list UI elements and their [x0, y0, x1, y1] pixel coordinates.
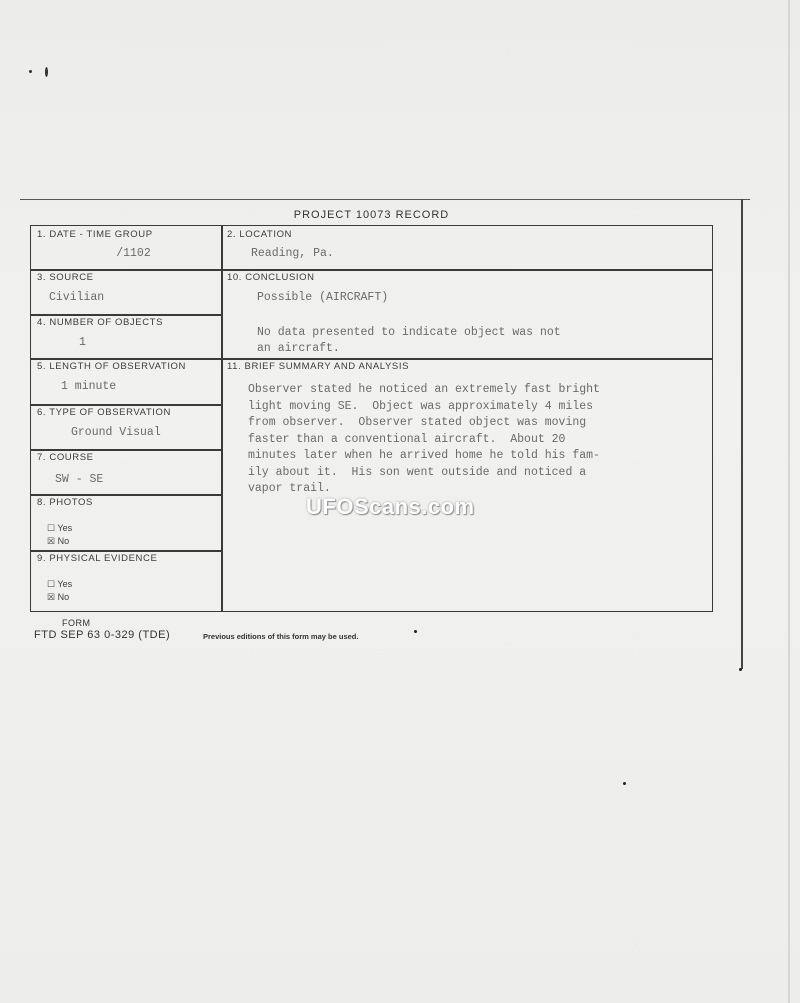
conclusion-label: 10. CONCLUSION	[227, 272, 315, 283]
photos-yes-checkbox: ☐	[47, 523, 56, 533]
conclusion-cell	[221, 269, 713, 358]
length-of-observation-value: 1 minute	[61, 380, 117, 393]
type-of-observation-cell	[31, 404, 221, 449]
summary-line: Observer stated he noticed an extremely fast bright	[248, 383, 600, 396]
physical-evidence-no-label: No	[57, 592, 70, 602]
photos-options	[47, 522, 72, 548]
summary-line: vapor trail.	[248, 482, 331, 495]
course-value: SW - SE	[55, 473, 104, 486]
footer-form-word: FORM	[62, 618, 91, 628]
scan-speck	[623, 782, 626, 785]
source-cell	[31, 269, 221, 314]
footer-note: Previous editions of this form may be used.	[203, 632, 359, 641]
physical-evidence-label: 9. PHYSICAL EVIDENCE	[37, 553, 158, 564]
photos-no-label: No	[57, 536, 70, 546]
photos-no-checkbox: ☒	[47, 536, 56, 546]
summary-line: light moving SE. Object was approximately 4 miles	[248, 399, 594, 413]
number-of-objects-value: 1	[79, 336, 86, 349]
physical-evidence-yes-label: Yes	[57, 579, 73, 589]
length-of-observation-label: 5. LENGTH OF OBSERVATION	[37, 361, 187, 372]
photos-yes-label: Yes	[57, 523, 73, 533]
physical-evidence-options	[47, 578, 72, 604]
type-of-observation-value: Ground Visual	[71, 426, 161, 439]
physical-evidence-yes-checkbox: ☐	[47, 579, 56, 589]
scan-speck	[45, 67, 48, 77]
length-of-observation-cell	[31, 358, 221, 404]
conclusion-note-line-1: No data presented to indicate object was not	[257, 326, 561, 339]
scan-speck	[29, 70, 32, 73]
scan-speck	[414, 630, 417, 633]
number-of-objects-label: 4. NUMBER OF OBJECTS	[37, 317, 164, 328]
scan-edge	[788, 0, 790, 1003]
summary-line: from observer. Observer stated object was moving	[248, 416, 587, 429]
conclusion-note-line-2: an aircraft.	[257, 342, 340, 355]
photos-label: 8. PHOTOS	[37, 497, 93, 508]
form-right-rule	[741, 199, 743, 669]
footer-form-id: FTD SEP 63 0-329 (TDE)	[34, 629, 171, 641]
course-cell	[31, 449, 221, 494]
location-cell	[221, 226, 713, 269]
photos-cell	[31, 494, 221, 550]
summary-line: faster than a conventional aircraft. About 20	[248, 432, 566, 446]
scan-speck	[739, 668, 742, 671]
type-of-observation-label: 6. TYPE OF OBSERVATION	[37, 407, 171, 418]
location-value: Reading, Pa.	[251, 247, 334, 260]
summary-line: minutes later when he arrived home he told his fam-	[248, 449, 600, 462]
source-label: 3. SOURCE	[37, 272, 94, 283]
number-of-objects-cell	[31, 314, 221, 358]
physical-evidence-cell	[31, 550, 221, 611]
form-top-rule	[20, 199, 750, 200]
source-value: Civilian	[49, 291, 105, 304]
date-time-group-cell	[31, 226, 221, 269]
physical-evidence-no-checkbox: ☒	[47, 592, 56, 602]
date-time-group-label: 1. DATE - TIME GROUP	[37, 229, 153, 240]
conclusion-value: Possible (AIRCRAFT)	[257, 291, 389, 304]
location-label: 2. LOCATION	[227, 229, 293, 240]
summary-line: ily about it. His son went outside and noticed a	[248, 465, 587, 479]
date-time-group-value: /1102	[61, 247, 151, 260]
summary-label: 11. BRIEF SUMMARY AND ANALYSIS	[227, 361, 410, 372]
watermark: UFOScans.com	[306, 494, 475, 519]
form-title: PROJECT 10073 RECORD	[293, 209, 450, 221]
course-label: 7. COURSE	[37, 452, 94, 463]
summary-text	[248, 382, 648, 498]
